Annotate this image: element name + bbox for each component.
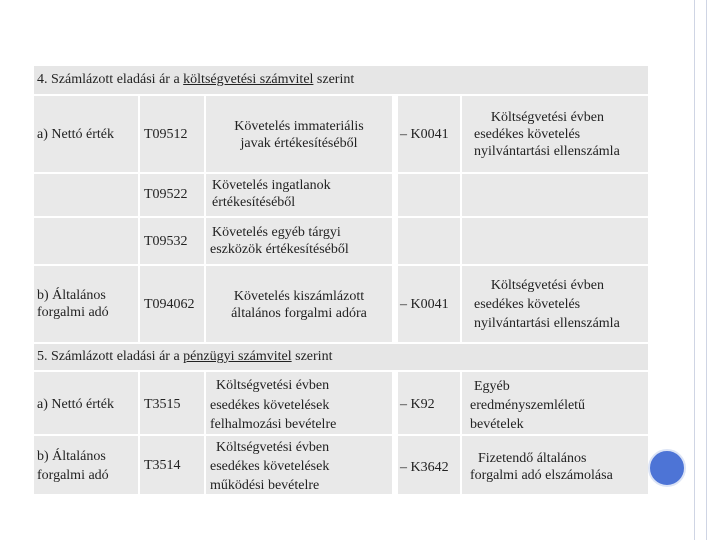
description-line: javak értékesítéséből (240, 136, 358, 151)
slide-border-line (694, 0, 695, 540)
note-line: nyilvántartási ellenszámla (474, 144, 620, 159)
description-line: működési bevételre (210, 478, 320, 493)
row-label: a) Nettó érték (37, 127, 114, 142)
row-label: a) Nettó érték (37, 397, 114, 412)
section-4-title-link: költségvetési számvitel (183, 72, 314, 87)
description-line: eszközök értékesítéséből (210, 242, 349, 257)
description-line: felhalmozási bevételre (210, 417, 337, 432)
note-line: Költségvetési évben (490, 278, 604, 293)
account-code: T094062 (144, 297, 195, 312)
note-line: esedékes követelés (474, 127, 581, 142)
description-line: esedékes követelések (210, 398, 330, 413)
note-line: bevételek (470, 417, 524, 432)
section-5-title-prefix: 5. Számlázott eladási ár a (37, 349, 184, 364)
slide-decoration-circle (648, 449, 686, 487)
note-line: eredményszemléletű (470, 398, 586, 413)
description-line: Követelés immateriális (234, 119, 364, 134)
row-label: forgalmi adó (37, 468, 109, 483)
section-4-title-prefix: 4. Számlázott eladási ár a (37, 72, 184, 87)
note-line: Fizetendő általános (478, 451, 587, 466)
note-line: Költségvetési évben (490, 110, 604, 125)
account-code: T3514 (144, 458, 181, 473)
description-line: esedékes követelések (210, 459, 330, 474)
slide-border-line (706, 0, 707, 540)
note-line: forgalmi adó elszámolása (470, 468, 613, 483)
section-4-title-suffix: szerint (313, 72, 355, 87)
section-5-title-link: pénzügyi számvitel (183, 349, 292, 364)
contra-account: – K3642 (400, 460, 449, 475)
description-line: Követelés egyéb tárgyi (212, 225, 341, 240)
contra-account: – K0041 (400, 127, 449, 142)
contra-account: – K92 (400, 397, 435, 412)
description-line: általános forgalmi adóra (231, 306, 367, 321)
row-label: b) Általános (37, 449, 106, 464)
note-line: esedékes követelés (474, 297, 581, 312)
description-line: Költségvetési évben (216, 440, 330, 455)
row-label: b) Általános (37, 288, 106, 303)
section-5-title-suffix: szerint (291, 349, 333, 364)
section-4-header (34, 66, 648, 94)
note-line: Egyéb (474, 379, 510, 394)
section-5-header (34, 344, 648, 370)
description-line: értékesítéséből (212, 195, 296, 210)
description-line: Költségvetési évben (216, 378, 330, 393)
note-line: nyilvántartási ellenszámla (474, 316, 620, 331)
description-line: Követelés ingatlanok (212, 178, 331, 193)
account-code: T3515 (144, 397, 181, 412)
row-label: forgalmi adó (37, 305, 109, 320)
contra-account: – K0041 (400, 297, 449, 312)
account-code: T09532 (144, 234, 188, 249)
account-code: T09522 (144, 187, 188, 202)
account-code: T09512 (144, 127, 188, 142)
description-line: Követelés kiszámlázott (233, 289, 365, 304)
